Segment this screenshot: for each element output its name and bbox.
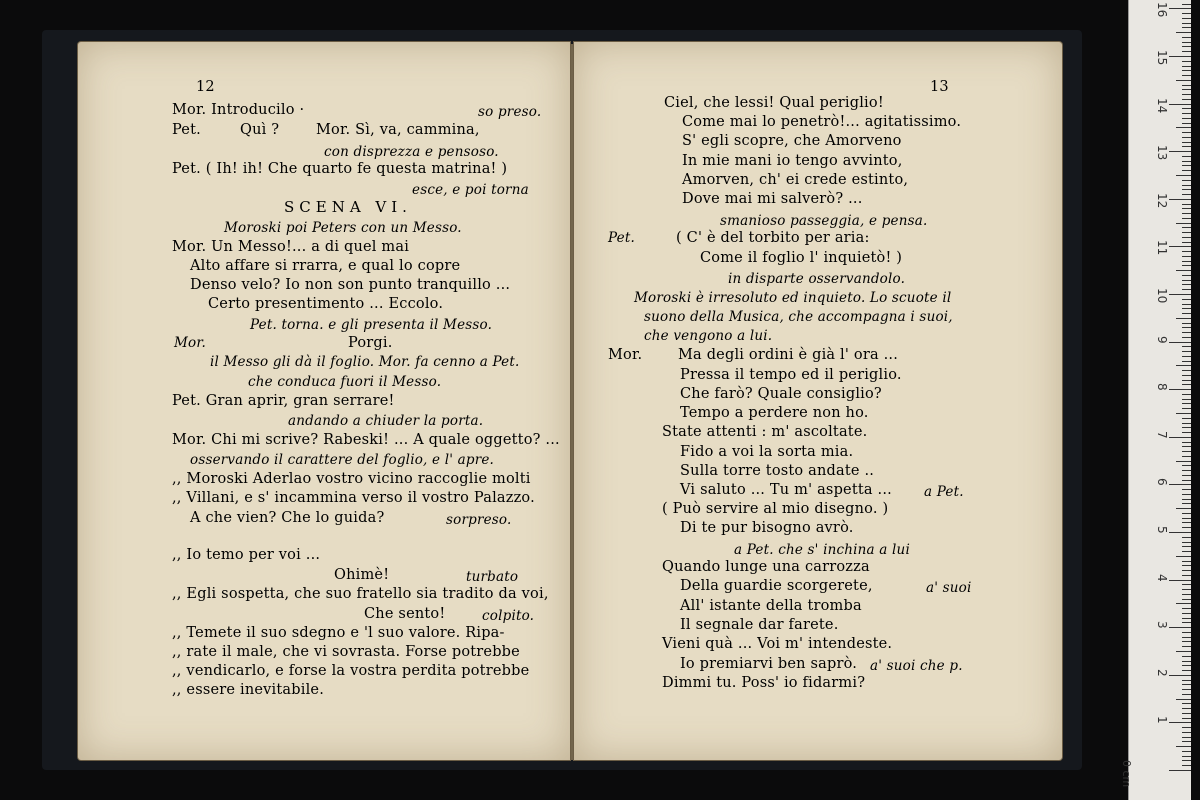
ruler-tick bbox=[1182, 684, 1191, 685]
ruler-tick bbox=[1182, 337, 1191, 338]
ruler-tick bbox=[1169, 104, 1191, 105]
ruler-unit-label: 0 cm bbox=[1120, 760, 1133, 788]
ruler-tick bbox=[1182, 489, 1191, 490]
ruler-tick bbox=[1176, 746, 1191, 747]
ruler-tick bbox=[1182, 280, 1191, 281]
ruler-tick bbox=[1182, 332, 1191, 333]
ruler-label: 1 bbox=[1155, 716, 1169, 725]
stage-direction: so preso. bbox=[478, 104, 542, 120]
stage-direction: sorpreso. bbox=[446, 512, 512, 528]
stage-direction: a Pet. che s' inchina a lui bbox=[734, 542, 910, 558]
ruler-tick bbox=[1182, 299, 1191, 300]
ruler-tick bbox=[1182, 694, 1191, 695]
ruler-label: 3 bbox=[1155, 621, 1169, 629]
ruler-tick bbox=[1182, 284, 1191, 285]
ruler-tick bbox=[1169, 770, 1191, 771]
stage-direction: esce, e poi torna bbox=[412, 182, 529, 198]
ruler-tick bbox=[1182, 85, 1191, 86]
ruler-tick bbox=[1182, 727, 1191, 728]
ruler-tick bbox=[1182, 251, 1191, 252]
ruler-tick bbox=[1182, 665, 1191, 666]
text-line: Denso velo? Io non son punto tranquillo ... bbox=[190, 277, 511, 293]
ruler-tick bbox=[1176, 175, 1191, 176]
text-line: ( Può servire al mio disegno. ) bbox=[662, 501, 889, 517]
text-line: ,, Io temo per voi ... bbox=[172, 547, 321, 563]
ruler-label: 13 bbox=[1155, 145, 1169, 161]
text-line: A che vien? Che lo guida? bbox=[190, 510, 385, 526]
text-line: ( C' è del torbito per aria: bbox=[676, 230, 870, 246]
ruler-tick bbox=[1182, 594, 1191, 595]
ruler-tick bbox=[1182, 713, 1191, 714]
ruler-tick bbox=[1182, 51, 1191, 52]
ruler-tick bbox=[1182, 189, 1191, 190]
ruler-tick bbox=[1169, 199, 1191, 200]
ruler-tick bbox=[1182, 180, 1191, 181]
stage-direction: a' suoi che p. bbox=[870, 658, 963, 674]
ruler-tick bbox=[1176, 80, 1191, 81]
ruler-tick bbox=[1182, 356, 1191, 357]
text-line: Sulla torre tosto andate .. bbox=[680, 463, 875, 479]
ruler-tick bbox=[1182, 451, 1191, 452]
ruler-tick bbox=[1182, 718, 1191, 719]
ruler-tick bbox=[1182, 113, 1191, 114]
ruler-tick bbox=[1182, 589, 1191, 590]
ruler-tick bbox=[1176, 413, 1191, 414]
stage-direction: il Messo gli dà il foglio. Mor. fa cenno a Pet. bbox=[210, 354, 520, 370]
ruler-tick bbox=[1182, 123, 1191, 124]
text-line: Porgi. bbox=[348, 335, 393, 351]
ruler-tick bbox=[1176, 270, 1191, 271]
text-line: Che sento! bbox=[364, 606, 446, 622]
ruler-tick bbox=[1182, 4, 1191, 5]
text-line: Il segnale dar farete. bbox=[680, 617, 839, 633]
text-line: Dimmi tu. Poss' io fidarmi? bbox=[662, 675, 866, 691]
ruler-tick bbox=[1182, 46, 1191, 47]
ruler-tick bbox=[1182, 408, 1191, 409]
page-number: 13 bbox=[930, 79, 949, 95]
text-line: Quando lunge una carrozza bbox=[662, 559, 870, 575]
ruler-tick bbox=[1182, 522, 1191, 523]
text-line: Pet. Gran aprir, gran serrare! bbox=[172, 393, 395, 409]
text-line: Che farò? Quale consiglio? bbox=[680, 386, 882, 402]
ruler-tick bbox=[1169, 56, 1191, 57]
ruler-tick bbox=[1182, 646, 1191, 647]
text-line: Come mai lo penetrò!... agitatissimo. bbox=[682, 114, 962, 130]
ruler-tick bbox=[1182, 622, 1191, 623]
ruler-tick bbox=[1182, 637, 1191, 638]
text-line: All' istante della tromba bbox=[680, 598, 862, 614]
ruler-tick bbox=[1182, 613, 1191, 614]
ruler-tick bbox=[1182, 751, 1191, 752]
ruler-tick bbox=[1182, 418, 1191, 419]
ruler-label: 14 bbox=[1155, 97, 1169, 113]
text-line: Alto affare si rrarra, e qual lo copre bbox=[190, 258, 461, 274]
ruler-tick bbox=[1182, 446, 1191, 447]
speaker: Pet. bbox=[172, 122, 201, 138]
scene-heading: SCENA VI. bbox=[284, 198, 412, 216]
ruler-tick bbox=[1182, 584, 1191, 585]
ruler-tick bbox=[1182, 304, 1191, 305]
ruler-tick bbox=[1182, 232, 1191, 233]
ruler-tick bbox=[1169, 389, 1191, 390]
ruler-tick bbox=[1182, 89, 1191, 90]
ruler-tick bbox=[1182, 132, 1191, 133]
ruler-tick bbox=[1182, 503, 1191, 504]
ruler-tick bbox=[1176, 651, 1191, 652]
text-line: Mor. Chi mi scrive? Rabeski! ... A quale oggetto? ... bbox=[172, 432, 560, 448]
stage-direction: che conduca fuori il Messo. bbox=[248, 374, 442, 390]
ruler-label: 7 bbox=[1155, 430, 1169, 439]
ruler-tick bbox=[1182, 170, 1191, 171]
ruler-tick bbox=[1182, 75, 1191, 76]
ruler-tick bbox=[1169, 532, 1191, 533]
ruler-tick bbox=[1182, 703, 1191, 704]
ruler-tick bbox=[1182, 442, 1191, 443]
stage-direction: turbato bbox=[466, 569, 519, 585]
ruler-tick bbox=[1182, 142, 1191, 143]
text-line: Certo presentimento ... Eccolo. bbox=[208, 296, 444, 312]
ruler-label: 16 bbox=[1155, 2, 1169, 18]
ruler-tick bbox=[1182, 42, 1191, 43]
stage-direction: Moroski poi Peters con un Messo. bbox=[224, 220, 462, 236]
ruler-tick bbox=[1169, 151, 1191, 152]
ruler-tick bbox=[1182, 570, 1191, 571]
speaker: Mor. bbox=[608, 347, 643, 363]
ruler-tick bbox=[1182, 313, 1191, 314]
ruler-tick bbox=[1182, 765, 1191, 766]
text-line: Come il foglio l' inquietò! ) bbox=[700, 250, 903, 266]
ruler-tick bbox=[1182, 227, 1191, 228]
ruler-tick bbox=[1176, 223, 1191, 224]
text-line: Ciel, che lessi! Qual periglio! bbox=[664, 95, 884, 111]
ruler-tick bbox=[1182, 618, 1191, 619]
ruler-label: 15 bbox=[1155, 50, 1169, 66]
ruler-tick bbox=[1182, 70, 1191, 71]
ruler-tick bbox=[1182, 18, 1191, 19]
ruler-label: 2 bbox=[1155, 668, 1169, 677]
ruler-tick bbox=[1182, 37, 1191, 38]
ruler-tick bbox=[1169, 342, 1191, 343]
ruler-label: 12 bbox=[1155, 192, 1169, 209]
ruler-tick bbox=[1176, 318, 1191, 319]
text-line: Di te pur bisogno avrò. bbox=[680, 520, 854, 536]
ruler-tick bbox=[1169, 675, 1191, 676]
ruler-tick bbox=[1182, 575, 1191, 576]
text-line: Della guardie scorgerete, bbox=[680, 578, 873, 594]
ruler-tick bbox=[1182, 185, 1191, 186]
text-line: ,, Egli sospetta, che suo fratello sia tradito da voi, bbox=[172, 586, 549, 602]
ruler-tick bbox=[1182, 423, 1191, 424]
ruler-tick bbox=[1182, 351, 1191, 352]
stage-direction: andando a chiuder la porta. bbox=[288, 413, 484, 429]
ruler-tick bbox=[1182, 94, 1191, 95]
ruler-tick bbox=[1182, 99, 1191, 100]
ruler-tick bbox=[1182, 732, 1191, 733]
ruler-tick bbox=[1182, 204, 1191, 205]
text-line: ,, rate il male, che vi sovrasta. Forse potrebbe bbox=[172, 644, 520, 660]
ruler-tick bbox=[1182, 641, 1191, 642]
page-number: 12 bbox=[196, 79, 215, 95]
text-line: Mor. Sì, va, cammina, bbox=[316, 122, 480, 138]
ruler-tick bbox=[1182, 237, 1191, 238]
ruler-tick bbox=[1182, 499, 1191, 500]
ruler-tick bbox=[1182, 118, 1191, 119]
ruler-tick bbox=[1182, 13, 1191, 14]
stage-direction: Moroski è irresoluto ed inquieto. Lo scuote il bbox=[634, 290, 952, 306]
ruler-tick bbox=[1182, 741, 1191, 742]
ruler-tick bbox=[1176, 508, 1191, 509]
ruler-tick bbox=[1182, 384, 1191, 385]
text-line: Fido a voi la sorta mia. bbox=[680, 444, 854, 460]
stage-direction: osservando il carattere del foglio, e l' apre. bbox=[190, 452, 495, 468]
ruler-tick bbox=[1182, 346, 1191, 347]
ruler-tick bbox=[1182, 456, 1191, 457]
ruler-tick bbox=[1169, 294, 1191, 295]
ruler-tick bbox=[1182, 551, 1191, 552]
ruler-tick bbox=[1182, 756, 1191, 757]
ruler-tick bbox=[1182, 432, 1191, 433]
ruler-tick bbox=[1182, 632, 1191, 633]
text-line: Pressa il tempo ed il periglio. bbox=[680, 367, 902, 383]
ruler-tick bbox=[1182, 708, 1191, 709]
ruler-tick bbox=[1182, 27, 1191, 28]
ruler-tick bbox=[1182, 760, 1191, 761]
ruler-label: 6 bbox=[1155, 478, 1169, 487]
speaker: Pet. bbox=[608, 230, 635, 246]
ruler-tick bbox=[1182, 194, 1191, 195]
ruler-label: 9 bbox=[1155, 335, 1169, 344]
ruler-tick bbox=[1182, 546, 1191, 547]
ruler-tick bbox=[1182, 561, 1191, 562]
ruler-label: 11 bbox=[1155, 240, 1169, 256]
stage-direction: con disprezza e pensoso. bbox=[324, 144, 499, 160]
ruler-tick bbox=[1182, 427, 1191, 428]
text-line: Pet. ( Ih! ih! Che quarto fe questa matrina! ) bbox=[172, 161, 508, 177]
stage-direction: a Pet. bbox=[924, 484, 964, 500]
ruler-tick bbox=[1182, 465, 1191, 466]
ruler-tick bbox=[1182, 394, 1191, 395]
text-line: Ohimè! bbox=[334, 567, 390, 583]
ruler-tick bbox=[1182, 599, 1191, 600]
ruler-tick bbox=[1182, 565, 1191, 566]
text-line: ,, Moroski Aderlao vostro vicino raccoglie molti bbox=[172, 471, 531, 487]
ruler-tick bbox=[1182, 61, 1191, 62]
ruler-tick bbox=[1176, 32, 1191, 33]
ruler-tick bbox=[1182, 403, 1191, 404]
text-line: S' egli scopre, che Amorveno bbox=[682, 133, 902, 149]
ruler-tick bbox=[1182, 542, 1191, 543]
text-line: Vieni quà ... Voi m' intendeste. bbox=[662, 636, 893, 652]
speaker: Mor. bbox=[174, 335, 207, 351]
text-line: Io premiarvi ben saprò. bbox=[680, 656, 858, 672]
ruler-tick bbox=[1182, 661, 1191, 662]
ruler-tick bbox=[1182, 737, 1191, 738]
text-line: In mie mani io tengo avvinto, bbox=[682, 153, 903, 169]
ruler-tick bbox=[1182, 470, 1191, 471]
ruler-label: 5 bbox=[1155, 526, 1169, 534]
ruler-tick bbox=[1182, 146, 1191, 147]
ruler-label: 8 bbox=[1155, 383, 1169, 391]
stage-direction: Pet. torna. e gli presenta il Messo. bbox=[250, 317, 493, 333]
ruler-tick bbox=[1182, 475, 1191, 476]
ruler-tick bbox=[1182, 308, 1191, 309]
ruler-tick bbox=[1182, 494, 1191, 495]
stage-direction: suono della Musica, che accompagna i suoi, bbox=[644, 309, 953, 325]
ruler-label: 10 bbox=[1155, 288, 1169, 304]
ruler-tick bbox=[1182, 680, 1191, 681]
ruler-tick bbox=[1182, 275, 1191, 276]
ruler-tick bbox=[1182, 480, 1191, 481]
text-line: Mor. Un Messo!... a di quel mai bbox=[172, 239, 410, 255]
ruler-tick bbox=[1182, 537, 1191, 538]
ruler-tick bbox=[1176, 699, 1191, 700]
ruler-tick bbox=[1182, 161, 1191, 162]
ruler-tick bbox=[1169, 484, 1191, 485]
ruler-tick bbox=[1182, 513, 1191, 514]
ruler-tick bbox=[1169, 8, 1191, 9]
ruler-tick bbox=[1182, 518, 1191, 519]
text-line: Amorven, ch' ei crede estinto, bbox=[682, 172, 909, 188]
text-line: ,, Temete il suo sdegno e 'l suo valore. Ripa- bbox=[172, 625, 505, 641]
ruler-tick bbox=[1182, 361, 1191, 362]
stage-direction: che vengono a lui. bbox=[644, 328, 773, 344]
text-line: ,, vendicarlo, e forse la vostra perdita potrebbe bbox=[172, 663, 530, 679]
ruler-tick bbox=[1182, 261, 1191, 262]
ruler-tick bbox=[1176, 461, 1191, 462]
ruler-tick bbox=[1182, 289, 1191, 290]
ruler-tick bbox=[1176, 365, 1191, 366]
ruler-tick bbox=[1176, 556, 1191, 557]
ruler-tick bbox=[1182, 380, 1191, 381]
ruler-tick bbox=[1182, 527, 1191, 528]
ruler-tick bbox=[1182, 66, 1191, 67]
ruler-tick bbox=[1182, 156, 1191, 157]
ruler-tick bbox=[1182, 256, 1191, 257]
ruler-tick bbox=[1182, 327, 1191, 328]
ruler-tick bbox=[1182, 689, 1191, 690]
ruler-tick bbox=[1182, 137, 1191, 138]
ruler-tick bbox=[1176, 127, 1191, 128]
ruler-tick bbox=[1182, 323, 1191, 324]
ruler-tick bbox=[1182, 165, 1191, 166]
ruler-tick bbox=[1182, 23, 1191, 24]
stage-direction: smanioso passeggia, e pensa. bbox=[720, 213, 928, 229]
text-line: ,, Villani, e s' incammina verso il vostro Palazzo. bbox=[172, 490, 535, 506]
ruler-tick bbox=[1169, 437, 1191, 438]
text-line: Quì ? bbox=[240, 122, 280, 138]
ruler-tick bbox=[1169, 627, 1191, 628]
ruler-tick bbox=[1182, 608, 1191, 609]
ruler-tick bbox=[1182, 375, 1191, 376]
stage-direction: colpito. bbox=[482, 608, 535, 624]
stage-direction: in disparte osservandolo. bbox=[728, 271, 906, 287]
text-line: Dove mai mi salverò? ... bbox=[682, 191, 863, 207]
ruler-tick bbox=[1182, 208, 1191, 209]
ruler-tick bbox=[1182, 370, 1191, 371]
ruler-tick bbox=[1182, 213, 1191, 214]
ruler-tick bbox=[1182, 656, 1191, 657]
ruler-label: 4 bbox=[1155, 573, 1169, 582]
ruler-tick bbox=[1169, 246, 1191, 247]
ruler-tick bbox=[1182, 670, 1191, 671]
ruler-tick bbox=[1182, 108, 1191, 109]
stage-direction: a' suoi bbox=[926, 580, 972, 596]
ruler-tick bbox=[1182, 265, 1191, 266]
text-line: Ma degli ordini è già l' ora ... bbox=[678, 347, 899, 363]
text-line: Vi saluto ... Tu m' aspetta ... bbox=[680, 482, 892, 498]
text-line: Tempo a perdere non ho. bbox=[680, 405, 869, 421]
ruler-tick bbox=[1169, 580, 1191, 581]
text-line: State attenti : m' ascoltate. bbox=[662, 424, 868, 440]
text-line: Mor. Introducilo · bbox=[172, 102, 305, 118]
ruler-tick bbox=[1182, 242, 1191, 243]
text-line: ,, essere inevitabile. bbox=[172, 682, 324, 698]
measurement-ruler bbox=[1120, 0, 1191, 800]
ruler-tick bbox=[1169, 722, 1191, 723]
ruler-tick bbox=[1182, 399, 1191, 400]
ruler-tick bbox=[1176, 603, 1191, 604]
ruler-tick bbox=[1182, 218, 1191, 219]
